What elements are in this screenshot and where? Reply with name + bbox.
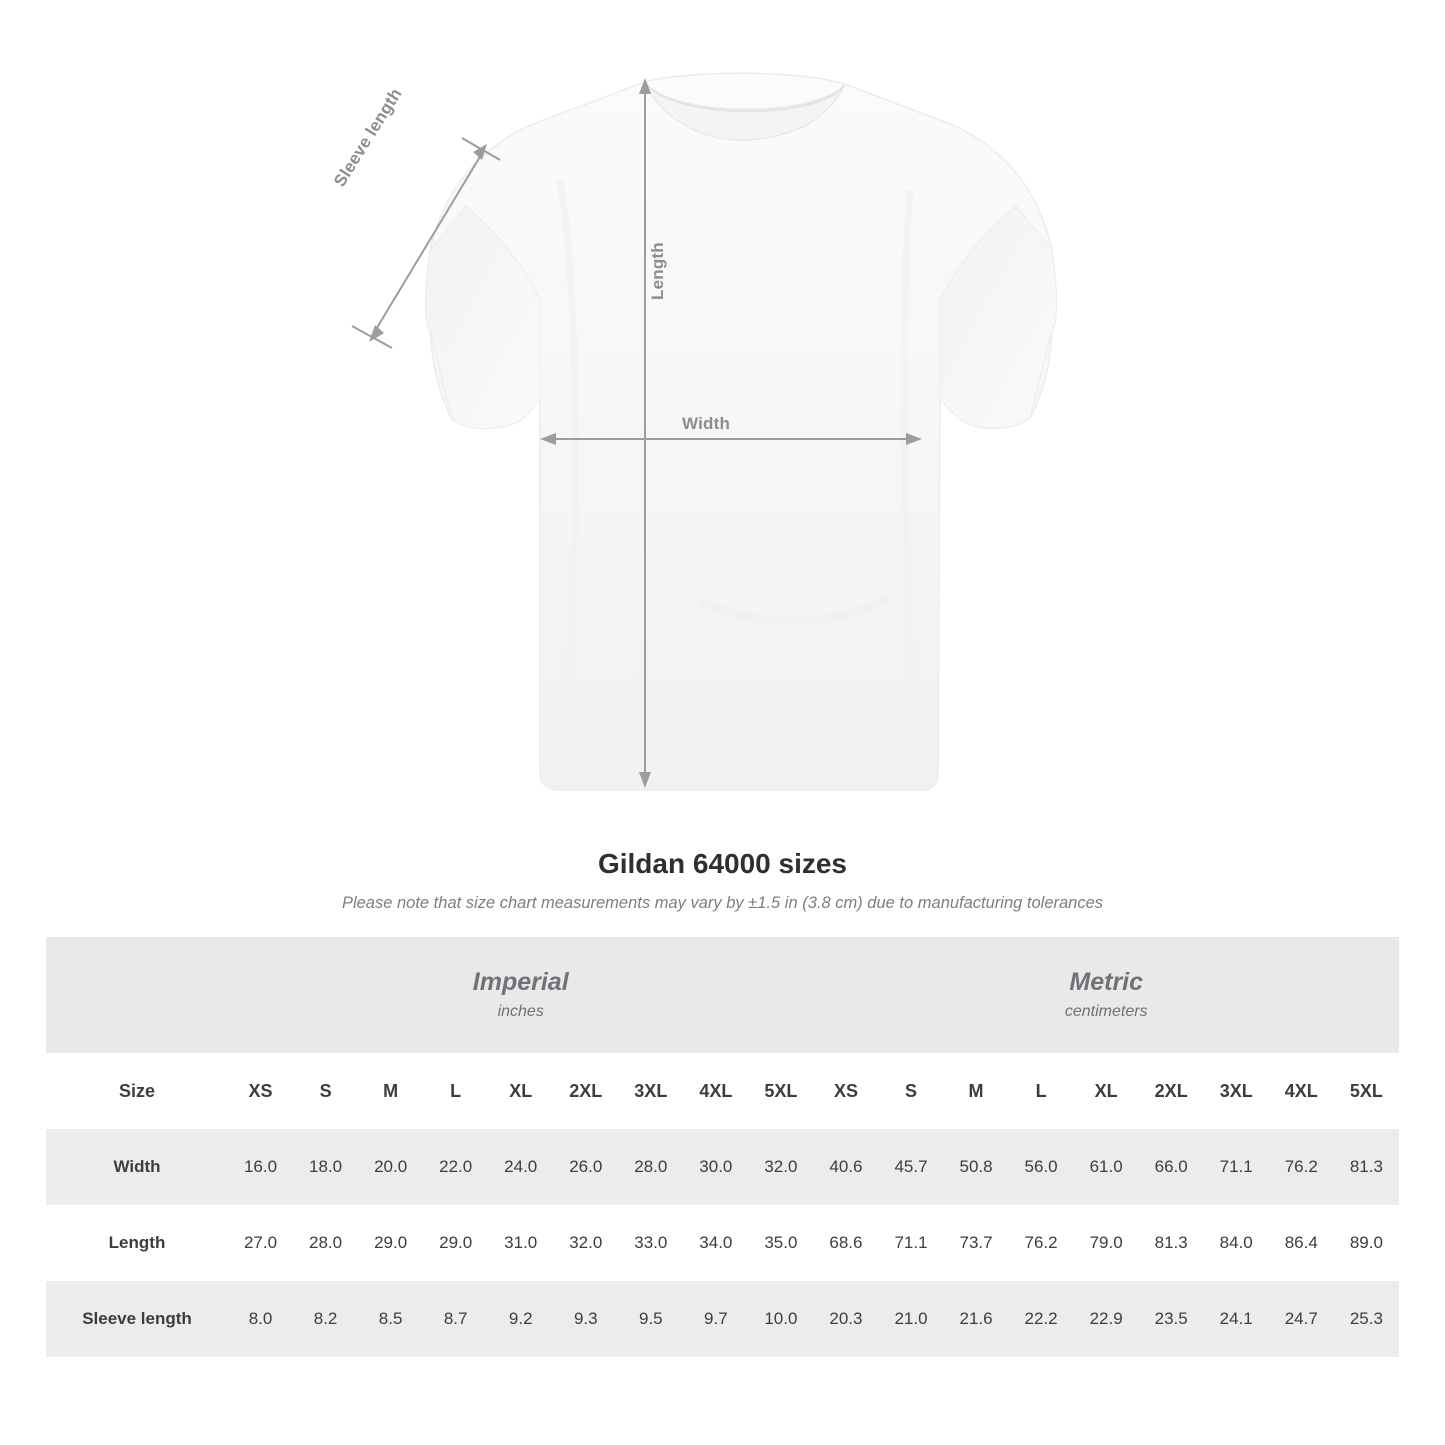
- header-cell: S: [878, 1053, 943, 1129]
- data-cell: 29.0: [358, 1205, 423, 1281]
- data-cell: 56.0: [1009, 1129, 1074, 1205]
- data-cell: 28.0: [293, 1205, 358, 1281]
- data-cell: 66.0: [1139, 1129, 1204, 1205]
- data-cell: 8.5: [358, 1281, 423, 1357]
- tolerance-note: Please note that size chart measurements may vary by ±1.5 in (3.8 cm) due to manufacturing tolerances: [341, 894, 1104, 912]
- data-cell: 50.8: [944, 1129, 1009, 1205]
- data-cell: 22.9: [1074, 1281, 1139, 1357]
- unit-imperial: [228, 937, 813, 1053]
- data-cell: 8.7: [423, 1281, 488, 1357]
- data-cell: 10.0: [748, 1281, 813, 1357]
- unit-banner-spacer: [46, 937, 228, 1053]
- data-cell: 21.6: [944, 1281, 1009, 1357]
- data-cell: 26.0: [553, 1129, 618, 1205]
- unit-imperial-sub: inches: [497, 1002, 544, 1020]
- data-cell: 76.2: [1269, 1129, 1334, 1205]
- table-row: [46, 1205, 1399, 1281]
- data-cell: 9.7: [683, 1281, 748, 1357]
- unit-banner-row: [46, 937, 1399, 1053]
- data-cell: 20.3: [813, 1281, 878, 1357]
- data-cell: 73.7: [944, 1205, 1009, 1281]
- table-row: [46, 1129, 1399, 1205]
- data-cell: 71.1: [878, 1205, 943, 1281]
- unit-metric: [813, 937, 1399, 1053]
- page-title: Gildan 64000 sizes: [597, 848, 848, 879]
- data-cell: 8.0: [228, 1281, 293, 1357]
- header-cell: 3XL: [618, 1053, 683, 1129]
- data-cell: 31.0: [488, 1205, 553, 1281]
- size-table: [46, 937, 1399, 1357]
- header-cell: 4XL: [683, 1053, 748, 1129]
- sleeve-length-dimension-label: Sleeve length: [330, 84, 406, 191]
- row-label: Length: [46, 1205, 228, 1281]
- header-cell: M: [944, 1053, 1009, 1129]
- header-cell: 5XL: [1334, 1053, 1399, 1129]
- data-cell: 9.3: [553, 1281, 618, 1357]
- table-row: [46, 1281, 1399, 1357]
- header-cell: XS: [228, 1053, 293, 1129]
- data-cell: 20.0: [358, 1129, 423, 1205]
- data-cell: 22.0: [423, 1129, 488, 1205]
- data-cell: 24.7: [1269, 1281, 1334, 1357]
- data-cell: 71.1: [1204, 1129, 1269, 1205]
- data-cell: 8.2: [293, 1281, 358, 1357]
- data-cell: 68.6: [813, 1205, 878, 1281]
- data-cell: 9.2: [488, 1281, 553, 1357]
- data-cell: 9.5: [618, 1281, 683, 1357]
- header-cell: XL: [488, 1053, 553, 1129]
- data-cell: 16.0: [228, 1129, 293, 1205]
- data-cell: 29.0: [423, 1205, 488, 1281]
- row-label: Width: [46, 1129, 228, 1205]
- data-cell: 24.1: [1204, 1281, 1269, 1357]
- data-cell: 45.7: [878, 1129, 943, 1205]
- data-cell: 86.4: [1269, 1205, 1334, 1281]
- header-cell: L: [423, 1053, 488, 1129]
- data-cell: 76.2: [1009, 1205, 1074, 1281]
- header-cell: L: [1009, 1053, 1074, 1129]
- unit-metric-name: Metric: [1069, 968, 1144, 997]
- data-cell: 34.0: [683, 1205, 748, 1281]
- data-cell: 21.0: [878, 1281, 943, 1357]
- data-cell: 24.0: [488, 1129, 553, 1205]
- data-cell: 32.0: [748, 1129, 813, 1205]
- data-cell: 18.0: [293, 1129, 358, 1205]
- data-cell: 81.3: [1139, 1205, 1204, 1281]
- data-cell: 79.0: [1074, 1205, 1139, 1281]
- data-cell: 23.5: [1139, 1281, 1204, 1357]
- length-dimension-label: Length: [648, 242, 667, 300]
- header-cell: 5XL: [748, 1053, 813, 1129]
- data-cell: 30.0: [683, 1129, 748, 1205]
- data-cell: 27.0: [228, 1205, 293, 1281]
- data-cell: 32.0: [553, 1205, 618, 1281]
- data-cell: 22.2: [1009, 1281, 1074, 1357]
- header-cell: 2XL: [553, 1053, 618, 1129]
- header-cell: 2XL: [1139, 1053, 1204, 1129]
- data-cell: 25.3: [1334, 1281, 1399, 1357]
- header-size-label: Size: [46, 1053, 228, 1129]
- unit-imperial-name: Imperial: [472, 968, 569, 997]
- table-header-row: [46, 1053, 1399, 1129]
- data-cell: 40.6: [813, 1129, 878, 1205]
- data-cell: 33.0: [618, 1205, 683, 1281]
- size-table-wrapper: [46, 937, 1399, 1357]
- width-dimension-label: Width: [682, 414, 731, 433]
- unit-metric-sub: centimeters: [1064, 1002, 1148, 1020]
- data-cell: 81.3: [1334, 1129, 1399, 1205]
- header-cell: 4XL: [1269, 1053, 1334, 1129]
- header-cell: XL: [1074, 1053, 1139, 1129]
- data-cell: 89.0: [1334, 1205, 1399, 1281]
- title-block: [0, 848, 1445, 913]
- row-label: Sleeve length: [46, 1281, 228, 1357]
- data-cell: 28.0: [618, 1129, 683, 1205]
- data-cell: 84.0: [1204, 1205, 1269, 1281]
- header-cell: XS: [813, 1053, 878, 1129]
- data-cell: 35.0: [748, 1205, 813, 1281]
- header-cell: S: [293, 1053, 358, 1129]
- header-cell: M: [358, 1053, 423, 1129]
- data-cell: 61.0: [1074, 1129, 1139, 1205]
- header-cell: 3XL: [1204, 1053, 1269, 1129]
